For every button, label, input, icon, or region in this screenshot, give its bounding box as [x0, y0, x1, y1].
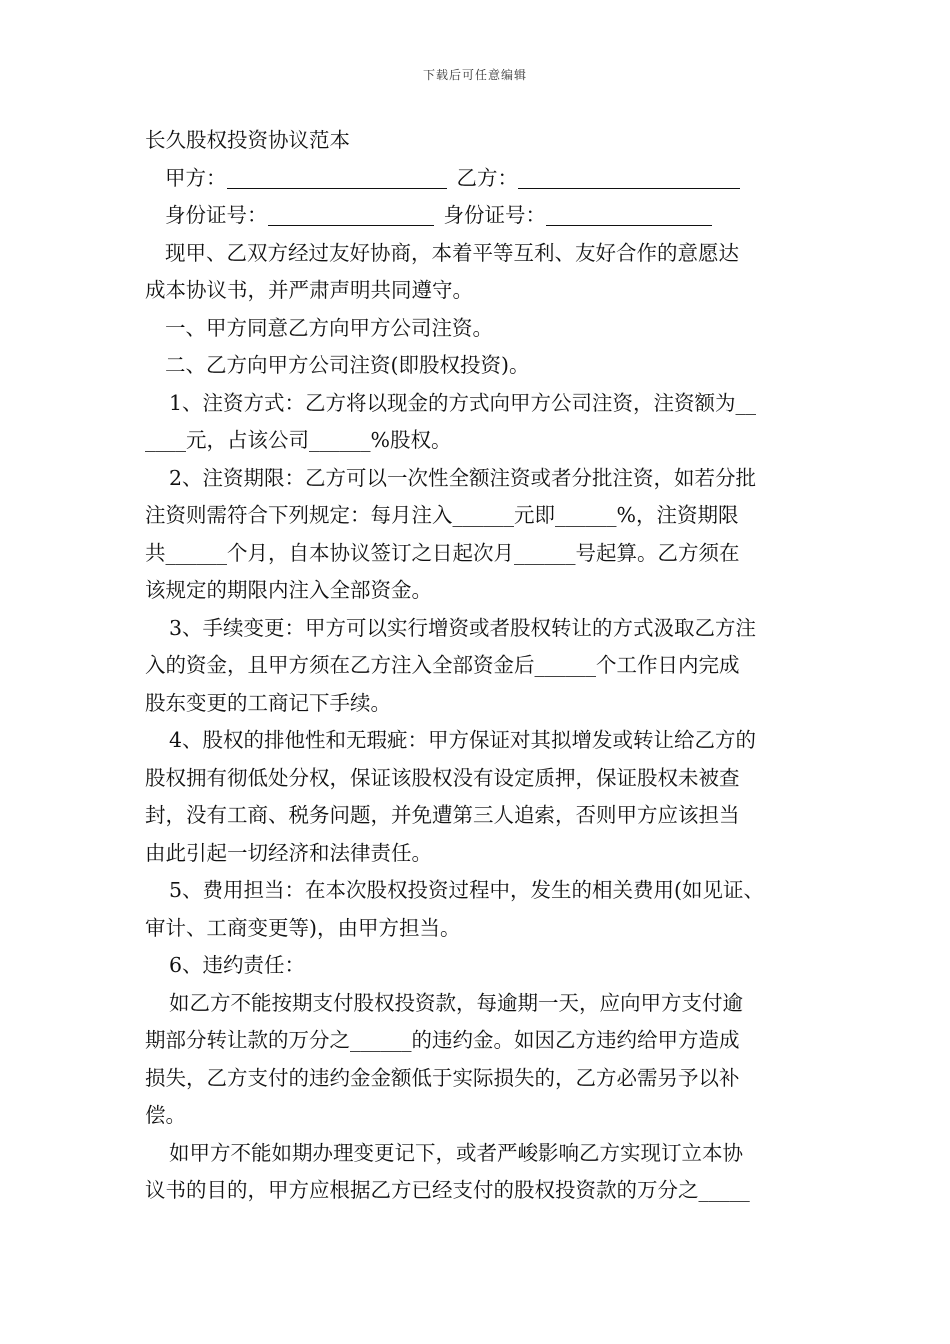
paragraph-line: 2、注资期限：乙方可以一次性全额注资或者分批注资，如若分批 — [169, 465, 757, 490]
document-title: 长久股权投资协议范本 — [145, 128, 350, 152]
paragraph-line: 股权拥有彻低处分权，保证该股权没有设定质押，保证股权未被查 — [145, 765, 740, 790]
paragraph-line: 3、手续变更：甲方可以实行增资或者股权转让的方式汲取乙方注 — [169, 615, 757, 640]
party-line — [145, 160, 813, 198]
party-a-blank — [227, 166, 447, 189]
party-b-blank — [518, 166, 740, 189]
paragraph-line: 6、违约责任： — [169, 953, 306, 977]
paragraph-line: 由此引起一切经济和法律责任。 — [145, 840, 432, 865]
paragraph-line: 1、注资方式：乙方将以现金的方式向甲方公司注资，注资额为__ — [169, 390, 757, 415]
id-a-label: 身份证号： — [165, 203, 268, 227]
paragraph-line: 一、甲方同意乙方向甲方公司注资。 — [165, 315, 493, 340]
paragraph-line: 偿。 — [145, 1103, 186, 1127]
paragraph-line: 成本协议书，并严肃声明共同遵守。 — [145, 278, 473, 302]
party-a-label: 甲方： — [165, 165, 227, 190]
paragraph-line: 共______个月，自本协议签订之日起次月______号起算。乙方须在 — [145, 540, 740, 565]
paragraph-line: 二、乙方向甲方公司注资(即股权投资)。 — [165, 353, 530, 377]
paragraph-line: 损失，乙方支付的违约金金额低于实际损失的，乙方必需另予以补 — [145, 1065, 740, 1090]
document-body — [145, 122, 813, 1210]
id-line — [145, 197, 813, 235]
paragraph-line: 审计、工商变更等)，由甲方担当。 — [145, 915, 461, 940]
paragraph-line: 入的资金，且甲方须在乙方注入全部资金后______个工作日内完成 — [145, 653, 740, 677]
paragraph-line: ____元，占该公司______%股权。 — [145, 428, 452, 452]
paragraph-line: 如甲方不能如期办理变更记下，或者严峻影响乙方实现订立本协 — [169, 1140, 743, 1165]
page-header: 下载后可任意编辑 — [422, 68, 527, 82]
paragraph-line: 4、股权的排他性和无瑕疵：甲方保证对其拟增发或转让给乙方的 — [169, 728, 757, 752]
party-b-label: 乙方： — [456, 165, 518, 190]
id-a-blank — [268, 203, 434, 226]
paragraph-line: 该规定的期限内注入全部资金。 — [145, 578, 432, 602]
paragraph-line: 注资则需符合下列规定：每月注入______元即______%，注资期限 — [145, 503, 739, 527]
paragraph-line: 议书的目的，甲方应根据乙方已经支付的股权投资款的万分之_____ — [145, 1178, 750, 1202]
paragraph-line: 如乙方不能按期支付股权投资款，每逾期一天，应向甲方支付逾 — [169, 990, 743, 1015]
paragraph-line: 股东变更的工商记下手续。 — [145, 690, 391, 715]
paragraph-line: 封，没有工商、税务问题，并免遭第三人追索，否则甲方应该担当 — [145, 803, 740, 827]
paragraph-line: 5、费用担当：在本次股权投资过程中，发生的相关费用(如见证、 — [169, 878, 765, 902]
paragraph-line: 期部分转让款的万分之______的违约金。如因乙方违约给甲方造成 — [145, 1028, 740, 1052]
paragraph-line: 现甲、乙双方经过友好协商，本着平等互利、友好合作的意愿达 — [165, 240, 739, 265]
id-b-blank — [546, 203, 712, 226]
id-b-label: 身份证号： — [443, 203, 546, 227]
